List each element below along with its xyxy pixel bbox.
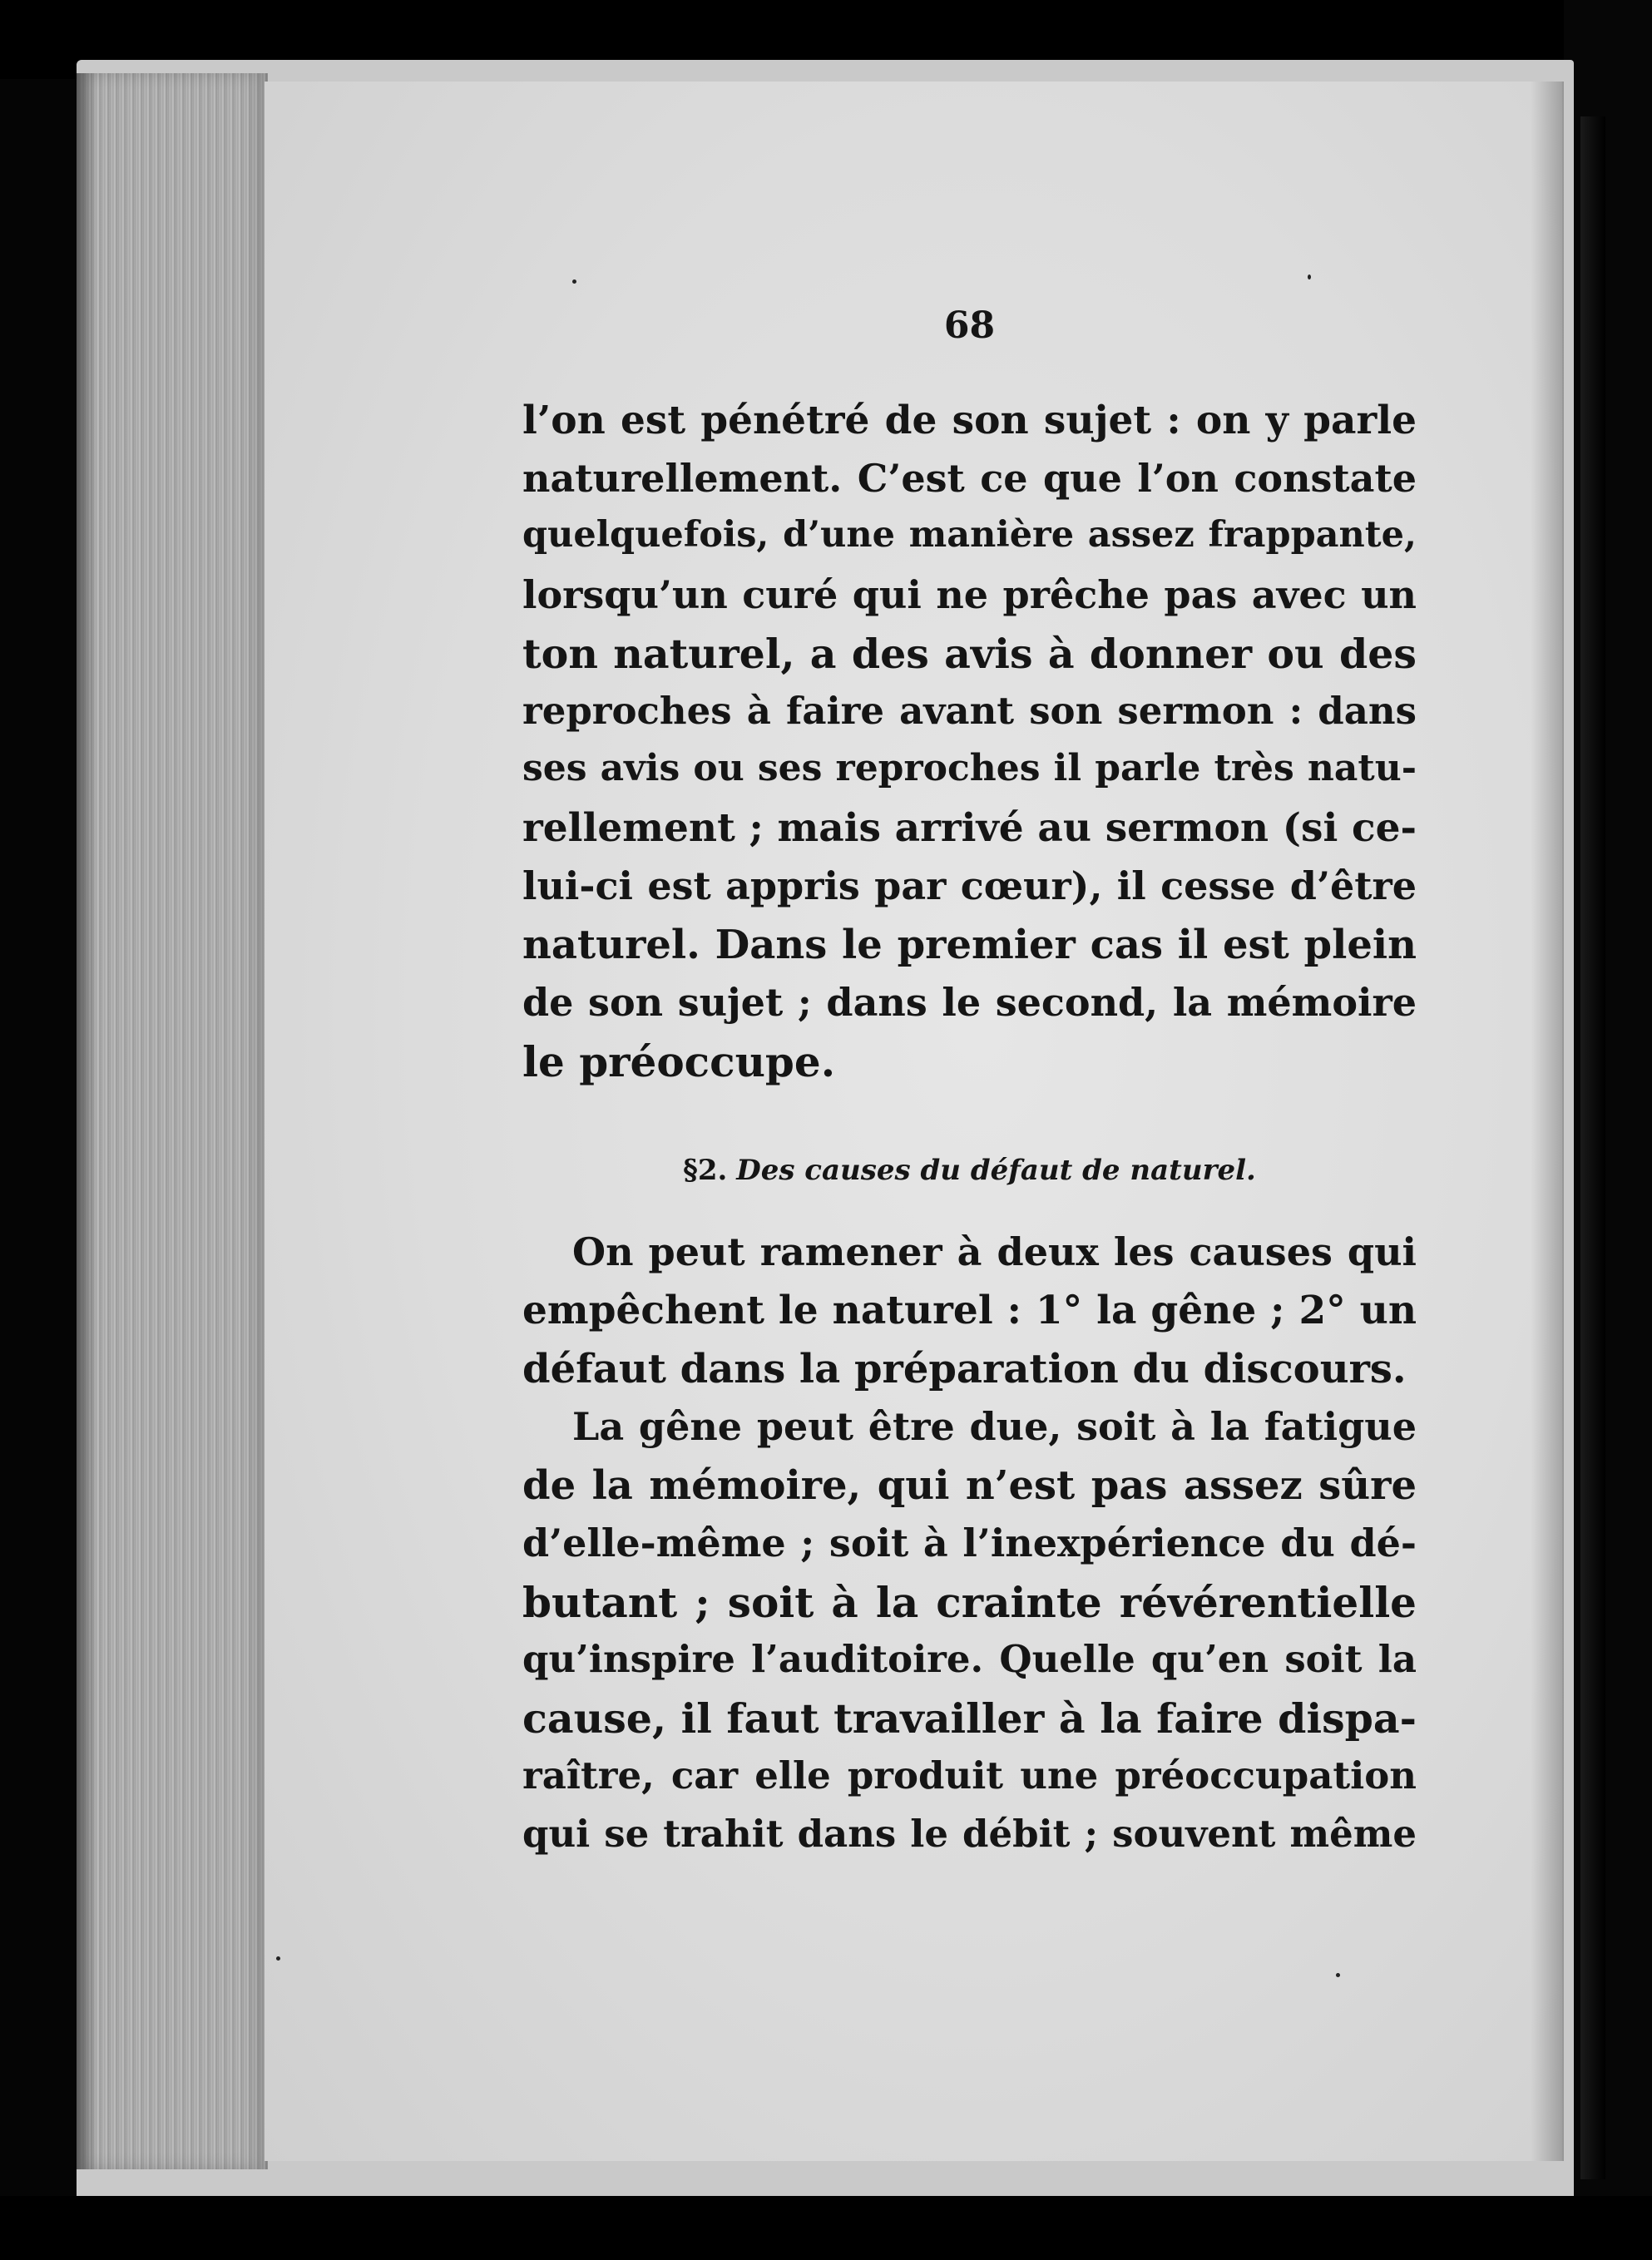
dust-speck: [1336, 1973, 1340, 1977]
dust-speck: [1308, 274, 1311, 279]
text-line: butant ; soit à la crainte révérentielle: [522, 1578, 1417, 1627]
adjacent-page-edge: [1580, 116, 1605, 2179]
dust-speck: [572, 279, 576, 284]
dust-speck: [276, 1956, 280, 1961]
text-line: d’elle-même ; soit à l’inexpérience du dé-: [522, 1521, 1417, 1565]
page-gutter-shadow: [1531, 82, 1564, 2161]
section-heading: [522, 1154, 1417, 1187]
text-line: le préoccupe.: [522, 1037, 836, 1086]
section-number: §2.: [683, 1154, 728, 1187]
text-line: lui-ci est appris par cœur), il cesse d’être: [522, 863, 1417, 908]
text-line: lorsqu’un curé qui ne prêche pas avec un: [522, 572, 1417, 617]
text-line: naturel. Dans le premier cas il est plein: [522, 922, 1417, 968]
text-line: ton naturel, a des avis à donner ou des: [522, 630, 1417, 678]
text-line: de son sujet ; dans le second, la mémoire: [522, 980, 1417, 1025]
page-number: 68: [943, 304, 996, 347]
text-line: reproches à faire avant son sermon : dans: [522, 689, 1417, 733]
text-line: qu’inspire l’auditoire. Quelle qu’en soit la: [522, 1637, 1417, 1681]
text-line: ses avis ou ses reproches il parle très natu-: [522, 747, 1417, 789]
page-fore-edge: [77, 73, 268, 2169]
text-line: empêchent le naturel : 1° la gêne ; 2° un: [522, 1288, 1417, 1333]
fore-edge-shadow: [77, 73, 96, 2169]
text-line: naturellement. C’est ce que l’on constate: [522, 456, 1417, 501]
text-line: cause, il faut travailler à la faire dispa-: [522, 1694, 1417, 1743]
text-line: rellement ; mais arrivé au sermon (si ce-: [522, 805, 1417, 851]
text-line: On peut ramener à deux les causes qui: [572, 1229, 1417, 1274]
text-line: raître, car elle produit une préoccupation: [522, 1753, 1417, 1798]
text-line: qui se trahit dans le débit ; souvent même: [522, 1812, 1417, 1856]
text-line: La gêne peut être due, soit à la fatigue: [572, 1404, 1417, 1449]
scan-border-bottom: [0, 2196, 1652, 2260]
text-line: défaut dans la préparation du discours.: [522, 1346, 1407, 1392]
section-title: Des causes du défaut de naturel.: [736, 1154, 1256, 1187]
text-line: l’on est pénétré de son sujet : on y parle: [522, 398, 1417, 443]
text-line: quelquefois, d’une manière assez frappante,: [522, 514, 1417, 556]
text-line: de la mémoire, qui n’est pas assez sûre: [522, 1462, 1417, 1509]
scan-border-right: [1564, 0, 1652, 2260]
